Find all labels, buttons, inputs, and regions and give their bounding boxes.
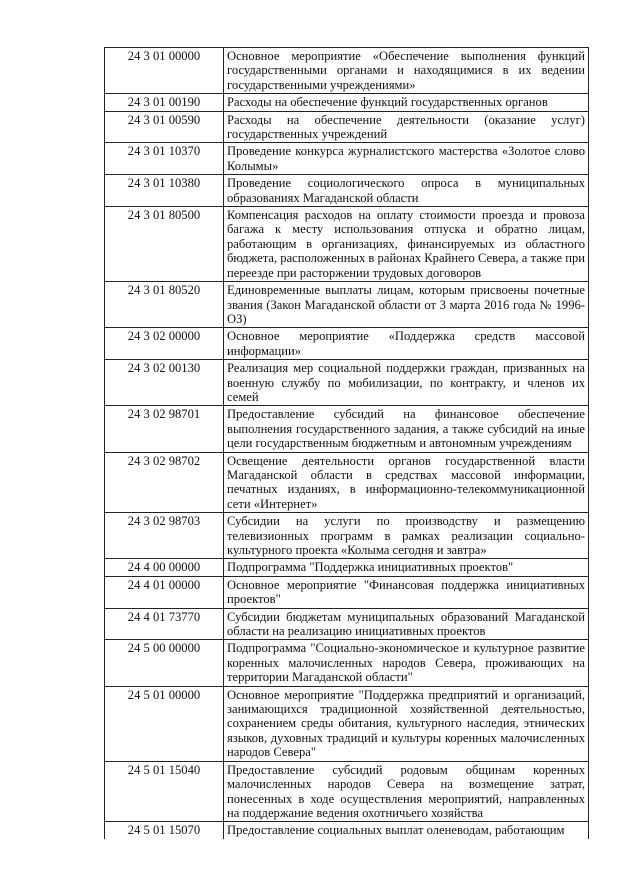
budget-code-cell: 24 4 00 00000 xyxy=(105,559,224,576)
description-cell: Субсидии бюджетам муниципальных образований Магаданской области на реализацию инициативных проектов xyxy=(224,608,589,640)
description-cell: Предоставление социальных выплат оленеводам, работающим xyxy=(224,822,589,839)
budget-code-cell: 24 3 01 80500 xyxy=(105,207,224,282)
table-row xyxy=(105,48,589,94)
budget-code-cell: 24 5 00 00000 xyxy=(105,640,224,686)
budget-code-cell: 24 3 02 98701 xyxy=(105,406,224,452)
description-cell: Подпрограмма "Социально-экономическое и культурное развитие коренных малочисленных народов Севера, проживающих на территории Магаданской области" xyxy=(224,640,589,686)
description-cell: Расходы на обеспечение деятельности (оказание услуг) государственных учреждений xyxy=(224,111,589,143)
description-cell: Подпрограмма "Поддержка инициативных проектов" xyxy=(224,559,589,576)
budget-code-cell: 24 5 01 00000 xyxy=(105,686,224,761)
description-cell: Расходы на обеспечение функций государственных органов xyxy=(224,94,589,111)
description-cell: Основное мероприятие "Финансовая поддержка инициативных проектов" xyxy=(224,576,589,608)
budget-code-cell: 24 4 01 73770 xyxy=(105,608,224,640)
table-row xyxy=(105,94,589,111)
budget-code-cell: 24 3 02 00130 xyxy=(105,360,224,406)
description-cell: Проведение конкурса журналистского мастерства «Золотое слово Колымы» xyxy=(224,143,589,175)
description-cell: Основное мероприятие "Поддержка предприятий и организаций, занимающихся традиционной хозяйственной деятельностью, сохранением среды обитания, культурного наследия, этнических языков, духовных традиций и культуры коренных малочисленных народов Севера" xyxy=(224,686,589,761)
description-cell: Проведение социологического опроса в муниципальных образованиях Магаданской области xyxy=(224,175,589,207)
description-cell: Предоставление субсидий родовым общинам коренных малочисленных народов Севера на возмещение затрат, понесенных в ходе осуществления мероприятий, направленных на поддержание ведения охотничьего хозяйства xyxy=(224,761,589,822)
budget-code-cell: 24 3 02 00000 xyxy=(105,328,224,360)
budget-code-cell: 24 3 01 10370 xyxy=(105,143,224,175)
description-cell: Предоставление субсидий на финансовое обеспечение выполнения государственного задания, а также субсидий на иные цели государственным бюджетным и автономным учреждениям xyxy=(224,406,589,452)
table-row xyxy=(105,175,589,207)
table-row xyxy=(105,608,589,640)
budget-code-cell: 24 3 02 98703 xyxy=(105,513,224,559)
table-row xyxy=(105,686,589,761)
budget-classification-table xyxy=(104,47,589,839)
table-row xyxy=(105,640,589,686)
table-row xyxy=(105,207,589,282)
description-cell: Субсидии на услуги по производству и размещению телевизионных программ в рамках реализации социально-культурного проекта «Колыма сегодня и завтра» xyxy=(224,513,589,559)
budget-code-cell: 24 3 01 80520 xyxy=(105,282,224,328)
description-cell: Единовременные выплаты лицам, которым присвоены почетные звания (Закон Магаданской области от 3 марта 2016 года № 1996-ОЗ) xyxy=(224,282,589,328)
budget-code-cell: 24 5 01 15070 xyxy=(105,822,224,839)
description-cell: Реализация мер социальной поддержки граждан, призванных на военную службу по мобилизации, по контракту, и членов их семей xyxy=(224,360,589,406)
budget-code-cell: 24 4 01 00000 xyxy=(105,576,224,608)
table-row xyxy=(105,406,589,452)
budget-code-cell: 24 3 01 00190 xyxy=(105,94,224,111)
budget-code-cell: 24 3 01 00590 xyxy=(105,111,224,143)
table-row xyxy=(105,360,589,406)
budget-code-cell: 24 3 01 00000 xyxy=(105,48,224,94)
table-row xyxy=(105,559,589,576)
table-row xyxy=(105,513,589,559)
budget-code-cell: 24 5 01 15040 xyxy=(105,761,224,822)
description-cell: Освещение деятельности органов государственной власти Магаданской области в средствах массовой информации, печатных изданиях, в информационно-телекоммуникационной сети «Интернет» xyxy=(224,452,589,513)
budget-code-cell: 24 3 02 98702 xyxy=(105,452,224,513)
table-row xyxy=(105,328,589,360)
budget-code-cell: 24 3 01 10380 xyxy=(105,175,224,207)
description-cell: Основное мероприятие «Обеспечение выполнения функций государственными органами и находящимися в их ведении государственными учреждениями» xyxy=(224,48,589,94)
description-cell: Основное мероприятие «Поддержка средств массовой информации» xyxy=(224,328,589,360)
description-cell: Компенсация расходов на оплату стоимости проезда и провоза багажа к месту использования отпуска и обратно лицам, работающим в организациях, финансируемых из областного бюджета, расположенных в районах Крайнего Севера, а также при переезде при расторжении трудовых договоров xyxy=(224,207,589,282)
table-row xyxy=(105,111,589,143)
table-row xyxy=(105,822,589,839)
table-row xyxy=(105,143,589,175)
table-row xyxy=(105,761,589,822)
table-row xyxy=(105,576,589,608)
table-row xyxy=(105,282,589,328)
table-row xyxy=(105,452,589,513)
